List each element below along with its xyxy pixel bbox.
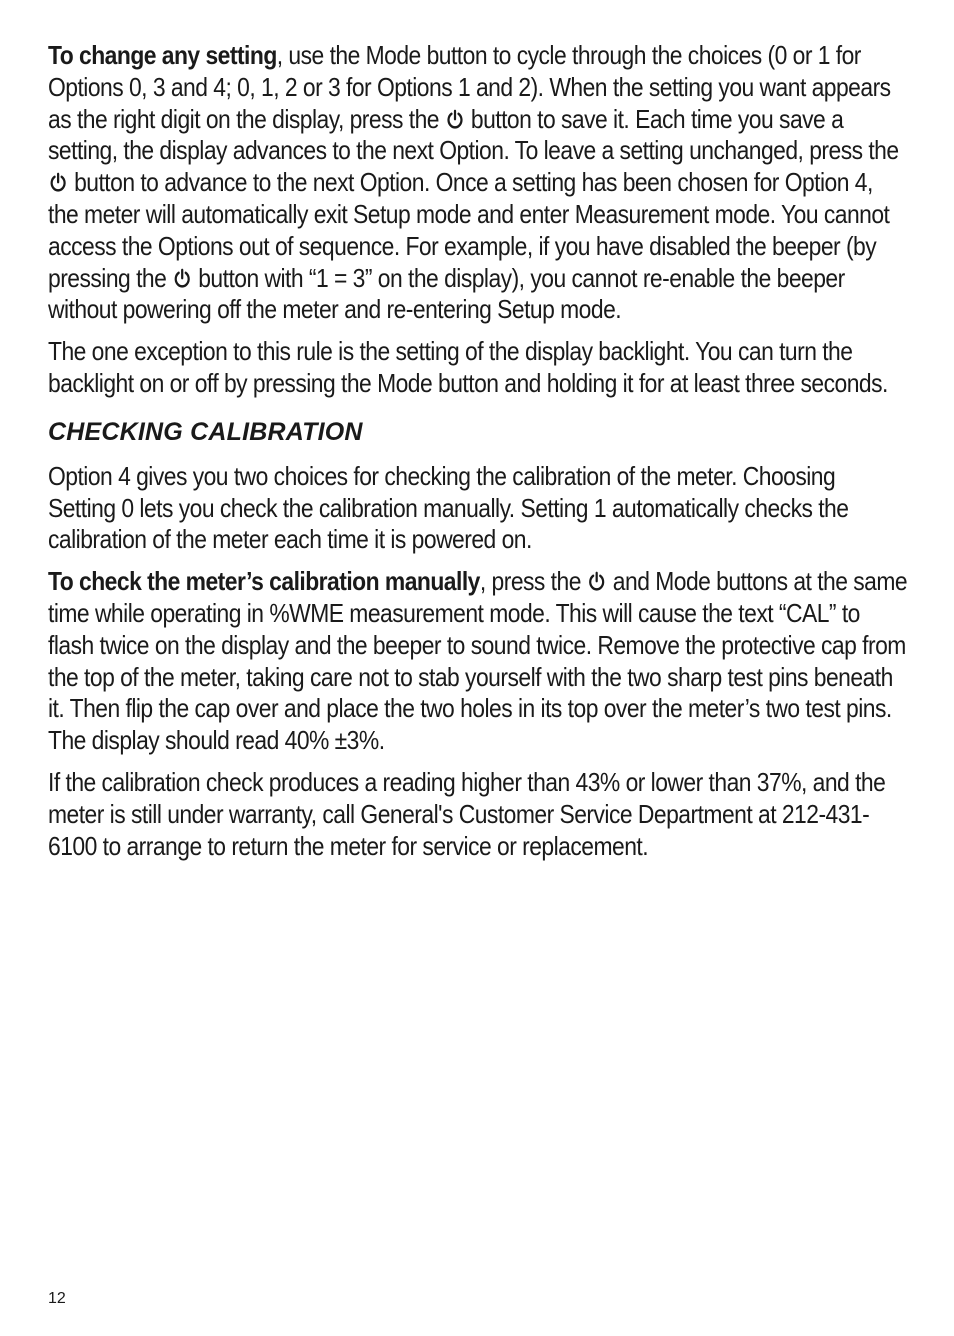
- text-segment: and Mode buttons at the same time while operating in %WME measurement mode. This will cause the text “CAL” to flash twice on the display and the beeper to sound twice. Remove the protective cap from the top of the meter, taking care not to stab yourself with the two sharp test pins beneath it. Then flip the cap over and place the two holes in its top over the meter’s two test pins. The display should read 40% ±3%.: [48, 566, 908, 756]
- paragraph-manual-calibration: [48, 566, 908, 757]
- paragraph-calibration-failure: If the calibration check produces a reading higher than 43% or lower than 37%, and the meter is still under warranty, call General's Customer Service Department at 212-431-6100 to arrange to return the meter for service or replacement.: [48, 766, 886, 861]
- paragraph-change-setting: [48, 40, 908, 326]
- page-number: 12: [48, 1290, 66, 1307]
- paragraph-option-4: Option 4 gives you two choices for checking the calibration of the meter. Choosing Setting 0 lets you check the calibration manually. Setting 1 automatically checks the calibration of the meter each time it is powered on.: [48, 460, 849, 555]
- text-segment: button to advance to the next Option. Once a setting has been chosen for Option 4, the meter will automatically exit Setup mode and enter Measurement mode. You cannot access the Options out of sequence. For example, if you have disabled the beeper (by pressing the: [48, 167, 890, 293]
- text-segment: , use the Mode button to cycle through the choices (0 or 1 for Options 0, 3 and 4; 0, 1, 2 or 3 for Options 1 and 2). When the setting you want appears as the right digit on the display, press the: [48, 40, 891, 134]
- paragraph-backlight-exception: The one exception to this rule is the setting of the display backlight. You can turn the backlight on or off by pressing the Mode button and holding it for at least three seconds.: [48, 336, 888, 398]
- power-icon: [588, 571, 606, 592]
- text-segment: button with “1 = 3” on the display), you cannot re-enable the beeper without powering off the meter and re-entering Setup mode.: [48, 262, 845, 325]
- section-heading-checking-calibration: CHECKING CALIBRATION: [48, 417, 363, 446]
- text-segment: , press the: [479, 566, 581, 597]
- text-segment: button to save it. Each time you save a setting, the display advances to the next Option. To leave a setting unchanged, press the: [48, 103, 899, 166]
- bold-lead-manual-calibration: To check the meter’s calibration manually: [48, 566, 480, 597]
- power-icon: [446, 109, 464, 130]
- bold-lead-change-setting: To change any setting: [48, 40, 277, 70]
- power-icon: [173, 268, 191, 289]
- page-content: [48, 40, 908, 872]
- power-icon: [49, 172, 67, 193]
